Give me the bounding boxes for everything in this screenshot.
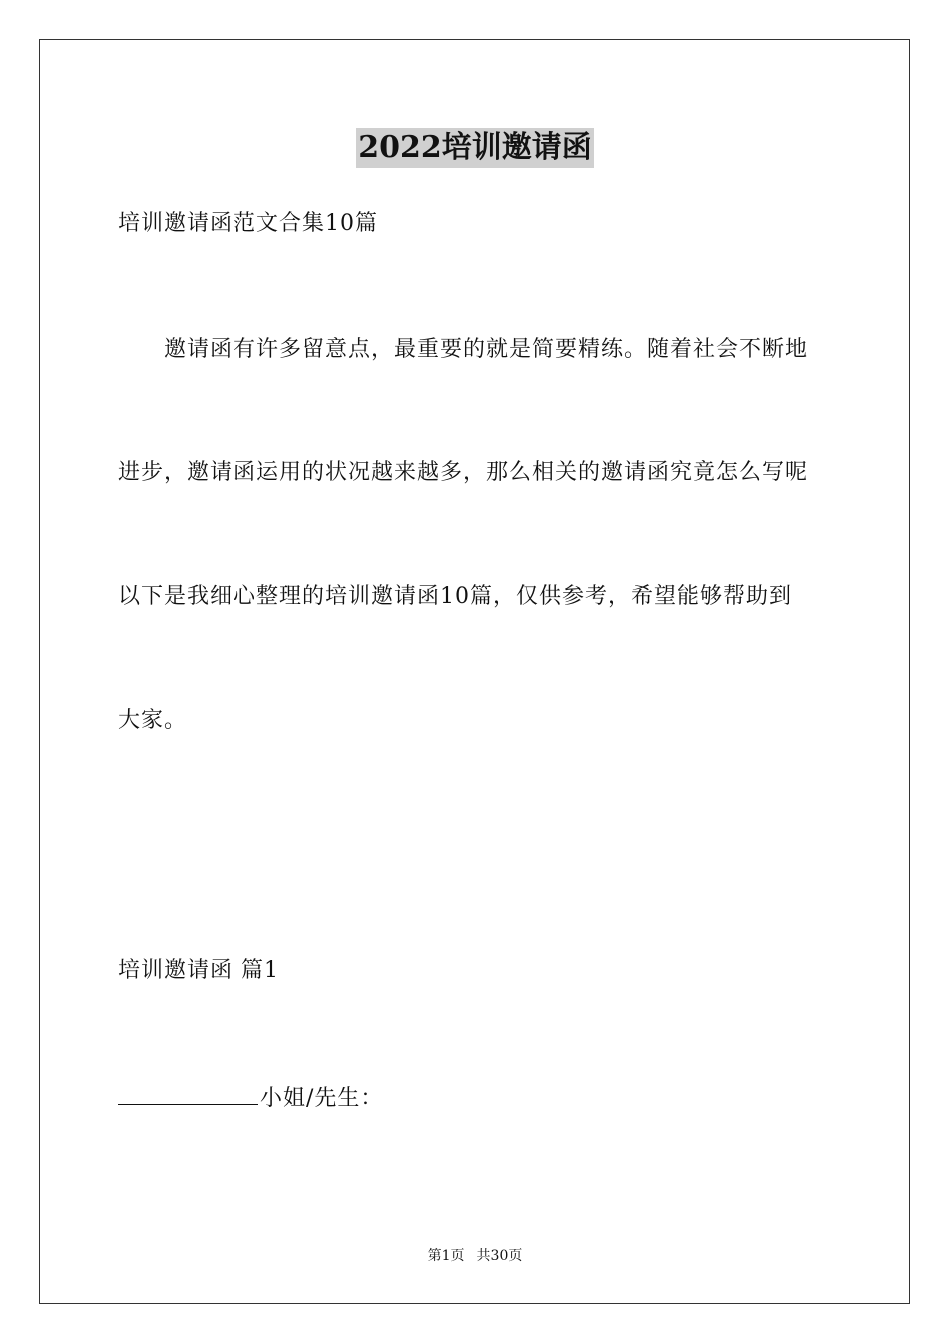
document-subtitle: 培训邀请函范文合集10篇: [118, 211, 378, 236]
name-blank: [118, 1082, 258, 1105]
document-title: 2022培训邀请函: [356, 128, 594, 168]
page-number: 第1页: [427, 1248, 465, 1264]
section-heading: 培训邀请函 篇1: [118, 958, 279, 983]
title-container: [0, 128, 950, 168]
paragraph-line-4: 大家。: [118, 708, 188, 733]
salutation-text: 小姐/先生：: [260, 1086, 384, 1111]
page-footer: [0, 1246, 950, 1266]
page-total: 共30页: [476, 1248, 523, 1264]
paragraph-line-1: 邀请函有许多留意点，最重要的就是简要精练。随着社会不断地: [118, 337, 809, 362]
paragraph-line-3: 以下是我细心整理的培训邀请函10篇，仅供参考，希望能够帮助到: [118, 584, 792, 609]
salutation-line: [118, 1082, 383, 1114]
paragraph-line-2: 进步，邀请函运用的状况越来越多，那么相关的邀请函究竟怎么写呢: [118, 460, 809, 485]
